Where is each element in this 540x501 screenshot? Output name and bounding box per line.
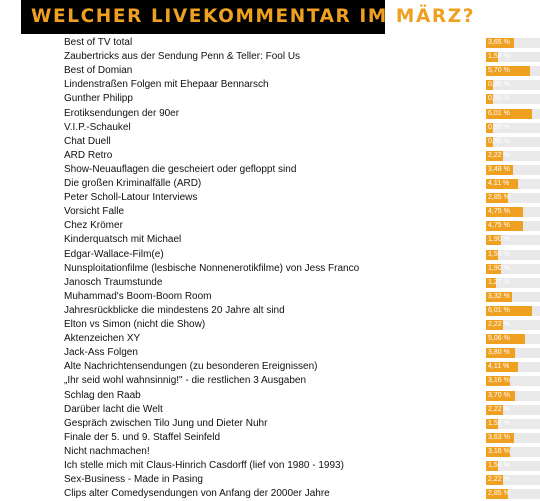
poll-result-bar — [486, 193, 540, 203]
poll-option-row[interactable] — [0, 318, 540, 332]
poll-percent-value: 2,22 % — [488, 405, 510, 413]
poll-result-bar — [486, 151, 540, 161]
poll-result-bar — [486, 348, 540, 358]
poll-option-label: Zaubertricks aus der Sendung Penn & Teller: Fool Us — [64, 51, 301, 63]
poll-option-label: Die großen Kriminalfälle (ARD) — [64, 178, 202, 189]
poll-option-label: Aktenzeichen XY — [64, 333, 141, 345]
poll-percent-value: 5,70 % — [488, 67, 510, 75]
poll-result-bar — [486, 94, 540, 104]
poll-option-row[interactable] — [0, 36, 540, 50]
poll-option-row[interactable] — [0, 332, 540, 346]
poll-option-row[interactable] — [0, 177, 540, 191]
poll-option-row[interactable] — [0, 262, 540, 276]
poll-option-row[interactable] — [0, 107, 540, 121]
poll-option-label: Chez Krömer — [64, 220, 123, 232]
poll-percent-value: 0,95 % — [488, 137, 510, 145]
poll-option-row[interactable] — [0, 163, 540, 177]
poll-percent-value: 4,75 % — [488, 222, 510, 230]
poll-percent-value: 3,65 % — [488, 39, 510, 46]
poll-percent-value: 4,75 % — [488, 208, 510, 216]
poll-percent-value: 6,01 % — [488, 306, 510, 314]
poll-option-label: Sex-Business - Made in Pasing — [64, 474, 203, 486]
poll-option-label: Best of Domian — [64, 65, 133, 77]
poll-option-row[interactable] — [0, 389, 540, 403]
poll-percent-value: 3,32 % — [488, 292, 510, 300]
poll-option-row[interactable] — [0, 276, 540, 290]
poll-option-row[interactable] — [0, 135, 540, 149]
poll-percent-value: 2,22 % — [488, 151, 510, 159]
poll-result-bar — [486, 292, 540, 302]
poll-result-bar — [486, 38, 540, 48]
poll-result-bar — [486, 137, 540, 147]
poll-percent-value: 0,95 % — [488, 95, 510, 103]
poll-result-bar — [486, 221, 540, 231]
poll-result-bar — [486, 207, 540, 217]
poll-option-label: ARD Retro — [64, 149, 113, 161]
poll-percent-value: 1,58 % — [488, 462, 510, 469]
poll-percent-value: 3,48 % — [488, 165, 510, 173]
poll-result-bar — [486, 475, 540, 485]
poll-percent-value: 1,58 % — [488, 250, 510, 258]
poll-option-label: Clips alter Comedysendungen von Anfang der 2000er Jahre — [64, 488, 330, 500]
poll-option-row[interactable] — [0, 346, 540, 360]
poll-option-label: Show-Neuauflagen die gescheiert oder gefloppt sind — [64, 163, 297, 175]
poll-percent-value: 3,16 % — [488, 377, 510, 385]
poll-option-label: Alte Nachrichtensendungen (zu besonderen Ereignissen) — [64, 361, 318, 373]
poll-option-label: V.I.P.-Schaukel — [64, 121, 131, 133]
poll-option-label: Muhammad's Boom-Boom Room — [64, 290, 212, 302]
poll-result-bar — [486, 334, 540, 344]
poll-option-label: Kinderquatsch mit Michael — [64, 234, 182, 246]
poll-option-row[interactable] — [0, 92, 540, 106]
poll-percent-value: 1,90 % — [488, 264, 510, 272]
poll-result-bar — [486, 391, 540, 401]
poll-option-label: Finale der 5. und 9. Staffel Seinfeld — [64, 431, 221, 443]
poll-option-label: Schlag den Raab — [64, 389, 141, 401]
poll-option-row[interactable] — [0, 304, 540, 318]
poll-option-row[interactable] — [0, 360, 540, 374]
poll-option-row[interactable] — [0, 374, 540, 388]
poll-option-label: Nicht nachmachen! — [64, 445, 150, 457]
poll-option-label: Nunsploitationfilme (lesbische Nonnenerotikfilme) von Jess Franco — [64, 262, 360, 274]
poll-title: WELCHER LIVEKOMMENTAR IM MÄRZ? — [31, 6, 476, 27]
poll-result-bar — [486, 264, 540, 274]
poll-option-row[interactable] — [0, 191, 540, 205]
poll-percent-value: 1,58 % — [488, 419, 510, 427]
poll-option-row[interactable] — [0, 149, 540, 163]
poll-result-bar — [486, 376, 540, 386]
poll-result-bar — [486, 66, 540, 76]
poll-percent-value: 2,85 % — [488, 490, 510, 498]
poll-percent-value: 3,16 % — [488, 447, 510, 455]
poll-option-label: Jack-Ass Folgen — [64, 347, 138, 359]
poll-option-row[interactable] — [0, 50, 540, 64]
poll-option-label: Erotiksendungen der 90er — [64, 107, 180, 119]
poll-result-bar — [486, 461, 540, 471]
poll-percent-value: 1,90 % — [488, 236, 510, 244]
poll-percent-value: 5,06 % — [488, 335, 510, 343]
poll-option-row[interactable] — [0, 290, 540, 304]
poll-option-label: Gespräch zwischen Tilo Jung und Dieter Nuhr — [64, 417, 268, 429]
poll-result-bar — [486, 489, 540, 499]
poll-result-bar — [486, 306, 540, 316]
poll-result-bar — [486, 362, 540, 372]
poll-option-label: Elton vs Simon (nicht die Show) — [64, 319, 206, 330]
poll-option-label: Peter Scholl-Latour Interviews — [64, 192, 198, 204]
poll-result-bar — [486, 320, 540, 330]
poll-option-label: „Ihr seid wohl wahnsinnig!" - die restlichen 3 Ausgaben — [64, 375, 307, 387]
poll-option-row[interactable] — [0, 78, 540, 92]
poll-option-label: Gunther Philipp — [64, 93, 133, 105]
poll-result-bar — [486, 405, 540, 415]
poll-option-label: Janosch Traumstunde — [64, 276, 163, 288]
poll-percent-value: 6,01 % — [488, 109, 510, 117]
poll-result-bar — [486, 250, 540, 260]
poll-option-row[interactable] — [0, 487, 540, 501]
poll-result-bar — [486, 109, 540, 119]
poll-percent-value: 4,11 % — [488, 363, 510, 371]
poll-percent-value: 2,22 % — [488, 476, 510, 484]
poll-option-row[interactable] — [0, 248, 540, 262]
poll-result-bar — [486, 419, 540, 429]
poll-percent-value: 2,85 % — [488, 194, 510, 202]
poll-option-label: Edgar-Wallace-Film(e) — [64, 248, 164, 260]
poll-percent-value: 0,95 % — [488, 123, 510, 131]
poll-percent-value: 2,22 % — [488, 321, 510, 328]
poll-option-label: Jahresrückblicke die mindestens 20 Jahre alt sind — [64, 304, 285, 316]
poll-percent-value: 0,95 % — [488, 81, 510, 89]
poll-option-row[interactable] — [0, 64, 540, 78]
poll-result-bar — [486, 433, 540, 443]
poll-percent-value: 1,27 % — [488, 278, 510, 286]
poll-result-bar — [486, 179, 540, 189]
poll-option-label: Ich stelle mich mit Claus-Hinrich Casdorff (lief von 1980 - 1993) — [64, 460, 344, 471]
poll-percent-value: 3,63 % — [488, 433, 510, 441]
poll-option-row[interactable] — [0, 417, 540, 431]
poll-option-label: Darüber lacht die Welt — [64, 403, 163, 415]
poll-result-bar — [486, 52, 540, 62]
poll-option-label: Chat Duell — [64, 135, 111, 147]
poll-option-row[interactable] — [0, 205, 540, 219]
poll-option-row[interactable] — [0, 431, 540, 445]
poll-percent-value: 1,58 % — [488, 53, 510, 61]
poll-option-label: Vorsicht Falle — [64, 206, 125, 218]
poll-option-row[interactable] — [0, 233, 540, 247]
poll-result-bar — [486, 80, 540, 90]
poll-option-row[interactable] — [0, 403, 540, 417]
poll-option-label: Best of TV total — [64, 37, 133, 48]
poll-option-row[interactable] — [0, 459, 540, 473]
poll-option-row[interactable] — [0, 121, 540, 135]
poll-option-row[interactable] — [0, 445, 540, 459]
poll-result-bar — [486, 123, 540, 133]
poll-percent-value: 3,70 % — [488, 391, 510, 399]
poll-result-bar — [486, 235, 540, 245]
poll-result-bar — [486, 278, 540, 288]
poll-percent-value: 4,11 % — [488, 180, 510, 187]
poll-option-row[interactable] — [0, 219, 540, 233]
poll-option-label: Lindenstraßen Folgen mit Ehepaar Bennarsch — [64, 79, 269, 91]
poll-result-bar — [486, 165, 540, 175]
poll-result-bar — [486, 447, 540, 457]
poll-percent-value: 3,80 % — [488, 349, 510, 357]
poll-option-row[interactable] — [0, 473, 540, 487]
poll-header — [21, 0, 476, 34]
